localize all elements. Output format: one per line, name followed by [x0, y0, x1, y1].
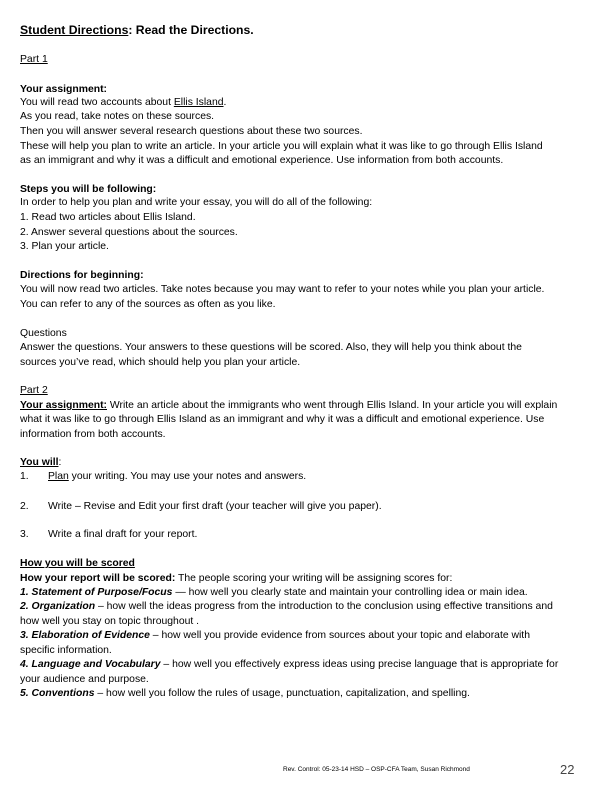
- beginning-heading: Directions for beginning:: [20, 270, 144, 281]
- questions-heading: Questions: [20, 328, 67, 339]
- assignment-line: As you read, take notes on these sources.: [20, 111, 215, 122]
- steps-item: 3. Plan your article.: [20, 241, 109, 252]
- part2-assignment-line: information from both accounts.: [20, 429, 166, 440]
- criterion-elaboration-cont: specific information.: [20, 645, 112, 656]
- criterion-elaboration: 3. Elaboration of Evidence – how well you provide evidence from sources about your topic and elaborate with: [20, 630, 530, 641]
- part1-label: Part 1: [20, 54, 48, 65]
- scoring-heading: How you will be scored: [20, 558, 135, 569]
- questions-line: Answer the questions. Your answers to these questions will be scored. Also, they will help you think about the: [20, 342, 522, 353]
- footer-revision: Rev. Control: 05-23-14 HSD – OSP-CFA Team, Susan Richmond: [283, 766, 470, 773]
- criterion-organization: 2. Organization – how well the ideas progress from the introduction to the conclusion using effective transitions and: [20, 601, 553, 612]
- questions-line: sources you’ve read, which should help you plan your article.: [20, 357, 301, 368]
- assignment-line: You will read two accounts about Ellis Island.: [20, 97, 227, 108]
- criterion-language: 4. Language and Vocabulary – how well you effectively express ideas using precise language that is appropriate for: [20, 659, 559, 670]
- criterion-language-cont: your audience and purpose.: [20, 674, 149, 685]
- page-number: 22: [560, 762, 575, 777]
- plan-link[interactable]: Plan: [48, 471, 69, 482]
- you-will-heading: You will:: [20, 457, 62, 468]
- criterion-conventions: 5. Conventions – how well you follow the rules of usage, punctuation, capitalization, and spelling.: [20, 688, 470, 699]
- you-will-item: 1. Plan your writing. You may use your notes and answers.: [20, 471, 307, 482]
- page-title: Student Directions: Read the Directions.: [20, 23, 254, 37]
- part2-assignment-line: Your assignment: Write an article about the immigrants who went through Ellis Island. In your article you will explain: [20, 400, 558, 411]
- criterion-organization-cont: how well you stay on topic throughout .: [20, 616, 200, 627]
- part1-assignment-heading: Your assignment:: [20, 84, 107, 95]
- part2-assignment-line: what it was like to go through Ellis Island as an immigrant and why it was a difficult and emotional experience. Use: [20, 414, 545, 425]
- assignment-line: as an immigrant and why it was a difficult and emotional experience. Use information from both accounts.: [20, 155, 504, 166]
- steps-intro: In order to help you plan and write your essay, you will do all of the following:: [20, 197, 373, 208]
- part2-label: Part 2: [20, 385, 48, 396]
- beginning-line: You will now read two articles. Take notes because you may want to refer to your notes while you plan your article.: [20, 284, 545, 295]
- criterion-purpose: 1. Statement of Purpose/Focus — how well you clearly state and maintain your controlling idea or main idea.: [20, 587, 528, 598]
- you-will-item: 3. Write a final draft for your report.: [20, 529, 198, 540]
- steps-item: 2. Answer several questions about the sources.: [20, 227, 238, 238]
- scoring-intro: How your report will be scored: The people scoring your writing will be assigning scores for:: [20, 573, 453, 584]
- assignment-line: Then you will answer several research questions about these two sources.: [20, 126, 363, 137]
- assignment-line: These will help you plan to write an article. In your article you will explain what it was like to go through Ellis Island: [20, 141, 543, 152]
- ellis-island-link[interactable]: Ellis Island: [173, 97, 224, 108]
- beginning-line: You can refer to any of the sources as often as you like.: [20, 299, 276, 310]
- you-will-item: 2. Write – Revise and Edit your first draft (your teacher will give you paper).: [20, 501, 382, 512]
- steps-item: 1. Read two articles about Ellis Island.: [20, 212, 196, 223]
- steps-heading: Steps you will be following:: [20, 184, 157, 195]
